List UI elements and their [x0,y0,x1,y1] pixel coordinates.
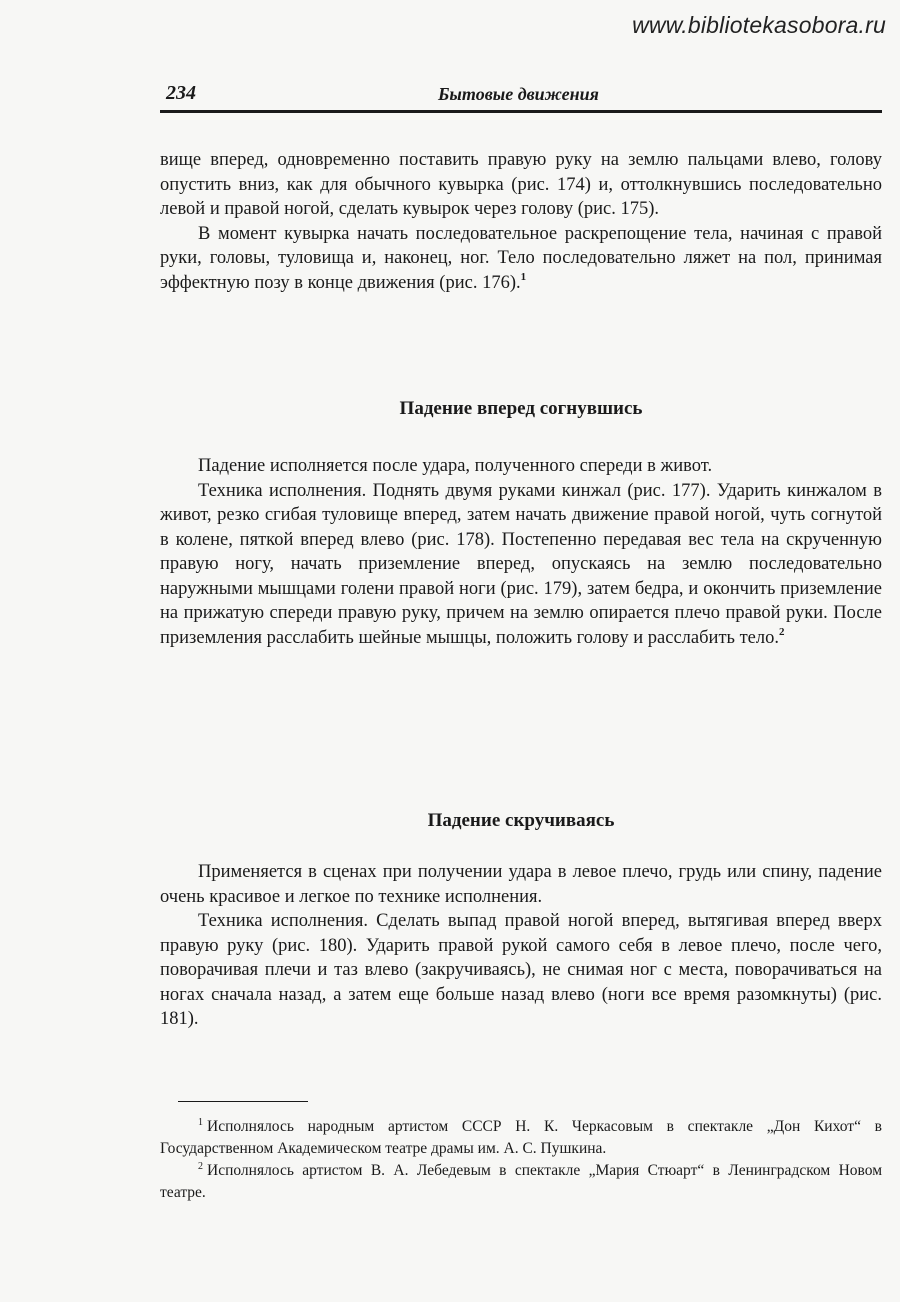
footnotes [160,1116,882,1204]
running-header [160,82,880,110]
paragraph-text: В момент кувырка начать последовательное раскрепощение тела, начиная с правой руки, головы, туловища и, наконец, ног. Тело последовательно ляжет на пол, принимая эффектную позу в конце движения (рис. 176). [160,223,882,293]
paragraph [160,479,882,651]
footnote-mark: 1 [198,1117,203,1128]
paragraph: вище вперед, одновременно поставить правую руку на землю пальцами влево, голову опустить вниз, как для обычного кувырка (рис. 174) и, оттолкнувшись последовательно левой и правой ногой, сделать кувырок через голову (рис. 175). [160,150,882,219]
section-text-block [160,860,882,1032]
continued-text-block [160,148,882,295]
section-text-block [160,454,882,650]
footnote-mark: 2 [198,1161,203,1172]
footnote-reference: 1 [520,270,527,283]
running-title: Бытовые движения [438,84,599,104]
footnote [160,1116,882,1160]
section-heading: Падение скручиваясь [427,810,615,831]
paragraph [160,222,882,296]
footnote [160,1160,882,1204]
site-watermark: www.bibliotekasobora.ru [632,12,886,38]
footnote-text: Исполнялось народным артистом СССР Н. К. Черкасовым в спектакле „Дон Кихот“ в Государственном Академическом театре драмы им. А. С. Пушкина. [160,1118,882,1157]
section-heading: Падение вперед согнувшись [399,398,643,419]
paragraph: Применяется в сценах при получении удара в левое плечо, грудь или спину, падение очень красивое и легкое по технике исполнения. [160,862,882,907]
page-number: 234 [166,82,196,104]
footnote-reference: 2 [779,625,785,638]
footnote-text: Исполнялось артистом В. А. Лебедевым в спектакле „Мария Стюарт“ в Ленинградском Новом театре. [160,1162,882,1201]
paragraph: Падение исполняется после удара, полученного спереди в живот. [198,456,713,476]
header-rule [160,110,882,113]
footnote-separator [178,1101,308,1102]
paragraph-text: Техника исполнения. Поднять двумя руками кинжал (рис. 177). Ударить кинжалом в живот, резко сгибая туловище вперед, затем начать движение правой ногой, чуть согнутой в колене, пяткой вперед влево (рис. 178). Постепенно передавая вес тела на скрученную правую ногу, начать приземление вперед, опускаясь на землю последовательно наружными мышцами голени правой ноги (рис. 179), затем бедра, и окончить приземление на прижатую спереди правую руку, причем на землю опирается плечо правой руки. После приземления расслабить шейные мышцы, положить голову и расслабить тело. [160,480,882,648]
paragraph: Техника исполнения. Сделать выпад правой ногой вперед, вытягивая вперед вверх правую руку (рис. 180). Ударить правой рукой самого себя в левое плечо, после чего, поворачивая плечи и таз влево (закручиваясь), не снимая ног с места, поворачиваться на ногах сначала назад, а затем еще больше назад влево (ноги все время разомкнуты) (рис. 181). [160,911,882,1029]
